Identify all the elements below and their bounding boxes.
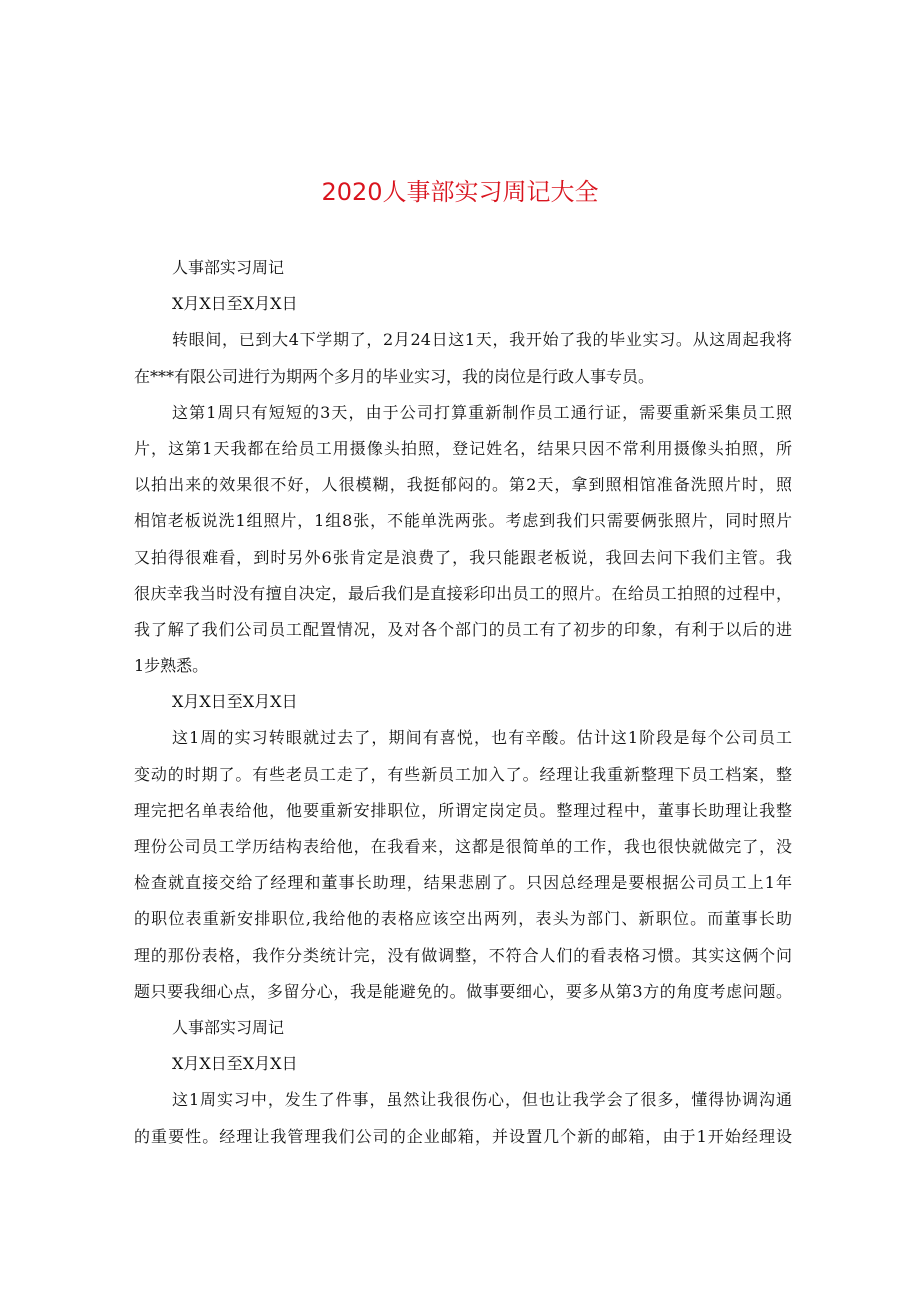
text-line: X月X日至X月X日 <box>172 294 298 314</box>
text-line: 很庆幸我当时没有擅自决定，最后我们是直接彩印出员工的照片。在给员工拍照的过程中， <box>134 583 792 603</box>
text-line: 的重要性。经理让我管理我们公司的企业邮箱，并设置几个新的邮箱，由于1开始经理设 <box>134 1126 792 1146</box>
text-line: 片，这第1天我都在给员工用摄像头拍照，登记姓名，结果只因不常利用摄像头拍照，所 <box>134 438 792 458</box>
text-line: 理的那份表格，我作分类统计完，没有做调整，不符合人们的看表格习惯。其实这俩个问 <box>134 945 792 965</box>
text-line: 相馆老板说洗1组照片，1组8张，不能单洗两张。考虑到我们只需要俩张照片，同时照片 <box>134 511 792 531</box>
document-title: 2020人事部实习周记大全 <box>321 178 599 206</box>
text-line: 理份公司员工学历结构表给他，在我看来，这都是很简单的工作，我也很快就做完了，没 <box>134 837 792 856</box>
text-line: 的职位表重新安排职位,我给他的表格应该空出两列，表头为部门、新职位。而董事长助 <box>134 909 792 929</box>
text-line: 人事部实习周记 <box>172 258 285 277</box>
text-line: 题只要我细心点，多留分心，我是能避免的。做事要细心，要多从第3方的角度考虑问题。 <box>134 981 792 1001</box>
text-line: 我了解了我们公司员工配置情况，及对各个部门的员工有了初步的印象，有利于以后的进 <box>134 619 792 639</box>
document-body <box>134 250 792 1155</box>
text-line: X月X日至X月X日 <box>172 692 298 712</box>
text-line: X月X日至X月X日 <box>172 1054 298 1074</box>
text-line: 这第1周只有短短的3天，由于公司打算重新制作员工通行证，需要重新采集员工照 <box>172 402 792 422</box>
text-line: 1步熟悉。 <box>134 656 209 676</box>
text-line: 人事部实习周记 <box>172 1017 285 1037</box>
text-line: 转眼间，已到大4下学期了，2月24日这1天，我开始了我的毕业实习。从这周起我将 <box>172 330 792 350</box>
text-line: 理完把名单表给他，他要重新安排职位，所谓定岗定员。整理过程中，董事长助理让我整 <box>134 800 792 820</box>
text-line: 这1周的实习转眼就过去了，期间有喜悦，也有辛酸。估计这1阶段是每个公司员工 <box>172 728 792 748</box>
text-line: 检查就直接交给了经理和董事长助理，结果悲剧了。只因总经理是要根据公司员工上1年 <box>134 873 792 893</box>
text-line: 以拍出来的效果很不好，人很模糊，我挺郁闷的。第2天，拿到照相馆准备洗照片时，照 <box>134 475 792 495</box>
text-line: 变动的时期了。有些老员工走了，有些新员工加入了。经理让我重新整理下员工档案，整 <box>134 764 792 784</box>
text-line: 在***有限公司进行为期两个多月的毕业实习，我的岗位是行政人事专员。 <box>134 366 655 386</box>
text-line: 又拍得很难看，到时另外6张肯定是浪费了，我只能跟老板说，我回去问下我们主管。我 <box>134 547 792 567</box>
text-line: 这1周实习中，发生了件事，虽然让我很伤心，但也让我学会了很多，懂得协调沟通 <box>172 1090 792 1110</box>
